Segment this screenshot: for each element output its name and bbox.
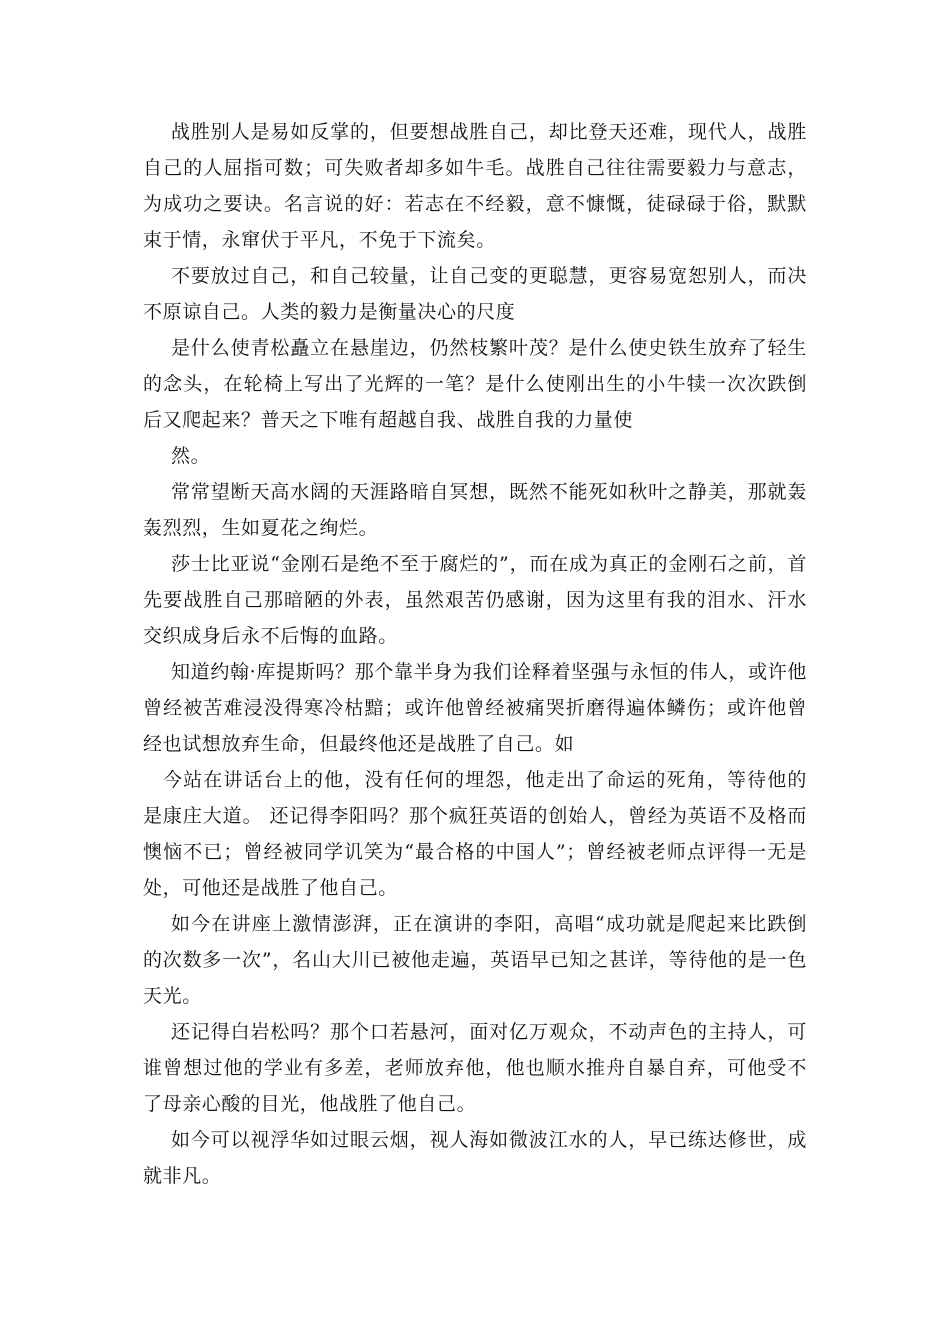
- paragraph-7: 知道约翰·库提斯吗？那个靠半身为我们诠释着坚强与永恒的伟人，或许他曾经被苦难浸没得寒冷枯黯；或许他曾经被痛哭折磨得遍体鳞伤；或许他曾经也试想放弃生命，但最终他还是战胜了自己。如: [143, 661, 807, 755]
- paragraph-4: 然。: [171, 445, 211, 467]
- paragraph-8: 今站在讲话台上的他，没有任何的埋怨，他走出了命运的死角，等待他的是康庄大道。 还记得李阳吗？那个疯狂英语的创始人，曾经为英语不及格而懊恼不已；曾经被同学讥笑为“最合格的中国人”；曾经被老师点评得一无是处，可他还是战胜了他自己。: [143, 769, 807, 899]
- paragraph-9: 如今在讲座上激情澎湃，正在演讲的李阳，高唱“成功就是爬起来比跌倒的次数多一次”，名山大川已被他走遍，英语早已知之甚详，等待他的是一色天光。: [143, 913, 807, 1007]
- paragraph-2: 不要放过自己，和自己较量，让自己变的更聪慧，更容易宽恕别人，而决不原谅自己。人类的毅力是衡量决心的尺度: [143, 265, 807, 323]
- paragraph-6: 莎士比亚说“金刚石是绝不至于腐烂的”，而在成为真正的金刚石之前，首先要战胜自己那暗陋的外表，虽然艰苦仍感谢，因为这里有我的泪水、汗水交织成身后永不后悔的血路。: [143, 553, 807, 647]
- document-body: [143, 114, 807, 1194]
- paragraph-10: 还记得白岩松吗？那个口若悬河，面对亿万观众，不动声色的主持人，可谁曾想过他的学业有多差，老师放弃他，他也顺水推舟自暴自弃，可他受不了母亲心酸的目光，他战胜了他自己。: [143, 1021, 807, 1115]
- paragraph-11: 如今可以视浮华如过眼云烟，视人海如微波江水的人，早已练达修世，成就非凡。: [143, 1129, 807, 1187]
- paragraph-3: 是什么使青松矗立在悬崖边，仍然枝繁叶茂？是什么使史铁生放弃了轻生的念头，在轮椅上写出了光辉的一笔？是什么使刚出生的小牛犊一次次跌倒后又爬起来？普天之下唯有超越自我、战胜自我的力量使: [143, 337, 807, 431]
- paragraph-1: 战胜别人是易如反掌的，但要想战胜自己，却比登天还难，现代人，战胜自己的人屈指可数；可失败者却多如牛毛。战胜自己往往需要毅力与意志，为成功之要诀。名言说的好：若志在不经毅，意不慷慨，徒碌碌于俗，默默束于情，永窜伏于平凡，不免于下流矣。: [143, 121, 807, 251]
- paragraph-5: 常常望断天高水阔的天涯路暗自冥想，既然不能死如秋叶之静美，那就轰轰烈烈，生如夏花之绚烂。: [143, 481, 807, 539]
